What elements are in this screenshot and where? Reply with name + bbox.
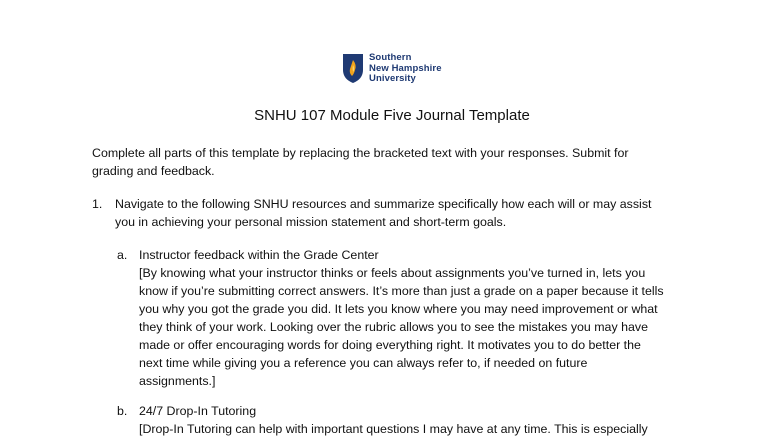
sub-a-line: assignments.] bbox=[139, 374, 216, 388]
sub-a-heading: Instructor feedback within the Grade Center bbox=[139, 248, 379, 262]
sub-a-line: know if you’re submitting correct answers. It’s more than just a grade on a paper because it tells bbox=[139, 284, 664, 298]
logo-line-3: University bbox=[369, 73, 416, 84]
sub-b-line: [Drop-In Tutoring can help with important questions I may have at any time. This is especially bbox=[139, 422, 648, 436]
sub-b-heading: 24/7 Drop-In Tutoring bbox=[139, 404, 257, 418]
intro-line: Complete all parts of this template by replacing the bracketed text with your responses. Submit for bbox=[92, 146, 629, 160]
sub-a-line: you why you got the grade you did. It lets you know where you may need improvement or what bbox=[139, 302, 658, 316]
university-logo bbox=[341, 52, 451, 88]
sublist-letter: b. bbox=[117, 404, 128, 418]
logo-line-2: New Hampshire bbox=[369, 62, 442, 74]
item1-line: Navigate to the following SNHU resources and summarize specifically how each will or may assist bbox=[115, 197, 652, 211]
sublist-letter: a. bbox=[117, 248, 128, 262]
sublist-item-b bbox=[139, 402, 648, 438]
sub-a-line: they think of your work. Looking over the rubric allows you to see the mistakes you may have bbox=[139, 320, 648, 334]
sub-a-line: made or offer encouraging words for doing everything right. It motivates you to do better the bbox=[139, 338, 641, 352]
intro-line: grading and feedback. bbox=[92, 164, 215, 178]
document-title: SNHU 107 Module Five Journal Template bbox=[254, 107, 530, 124]
sub-a-line: [By knowing what your instructor thinks or feels about assignments you’ve turned in, lets you bbox=[139, 266, 646, 280]
shield-flame-icon bbox=[341, 52, 365, 84]
intro-paragraph bbox=[92, 144, 629, 180]
list-item-1 bbox=[115, 195, 651, 231]
item1-line: you in achieving your personal mission statement and short-term goals. bbox=[115, 215, 507, 229]
logo-wordmark bbox=[369, 53, 442, 85]
sublist-item-a bbox=[139, 246, 664, 390]
list-number: 1. bbox=[92, 197, 103, 211]
sub-a-line: next time while giving you a reference you can always refer to, if needed on future bbox=[139, 356, 588, 370]
logo-line-1: Southern bbox=[369, 52, 412, 63]
